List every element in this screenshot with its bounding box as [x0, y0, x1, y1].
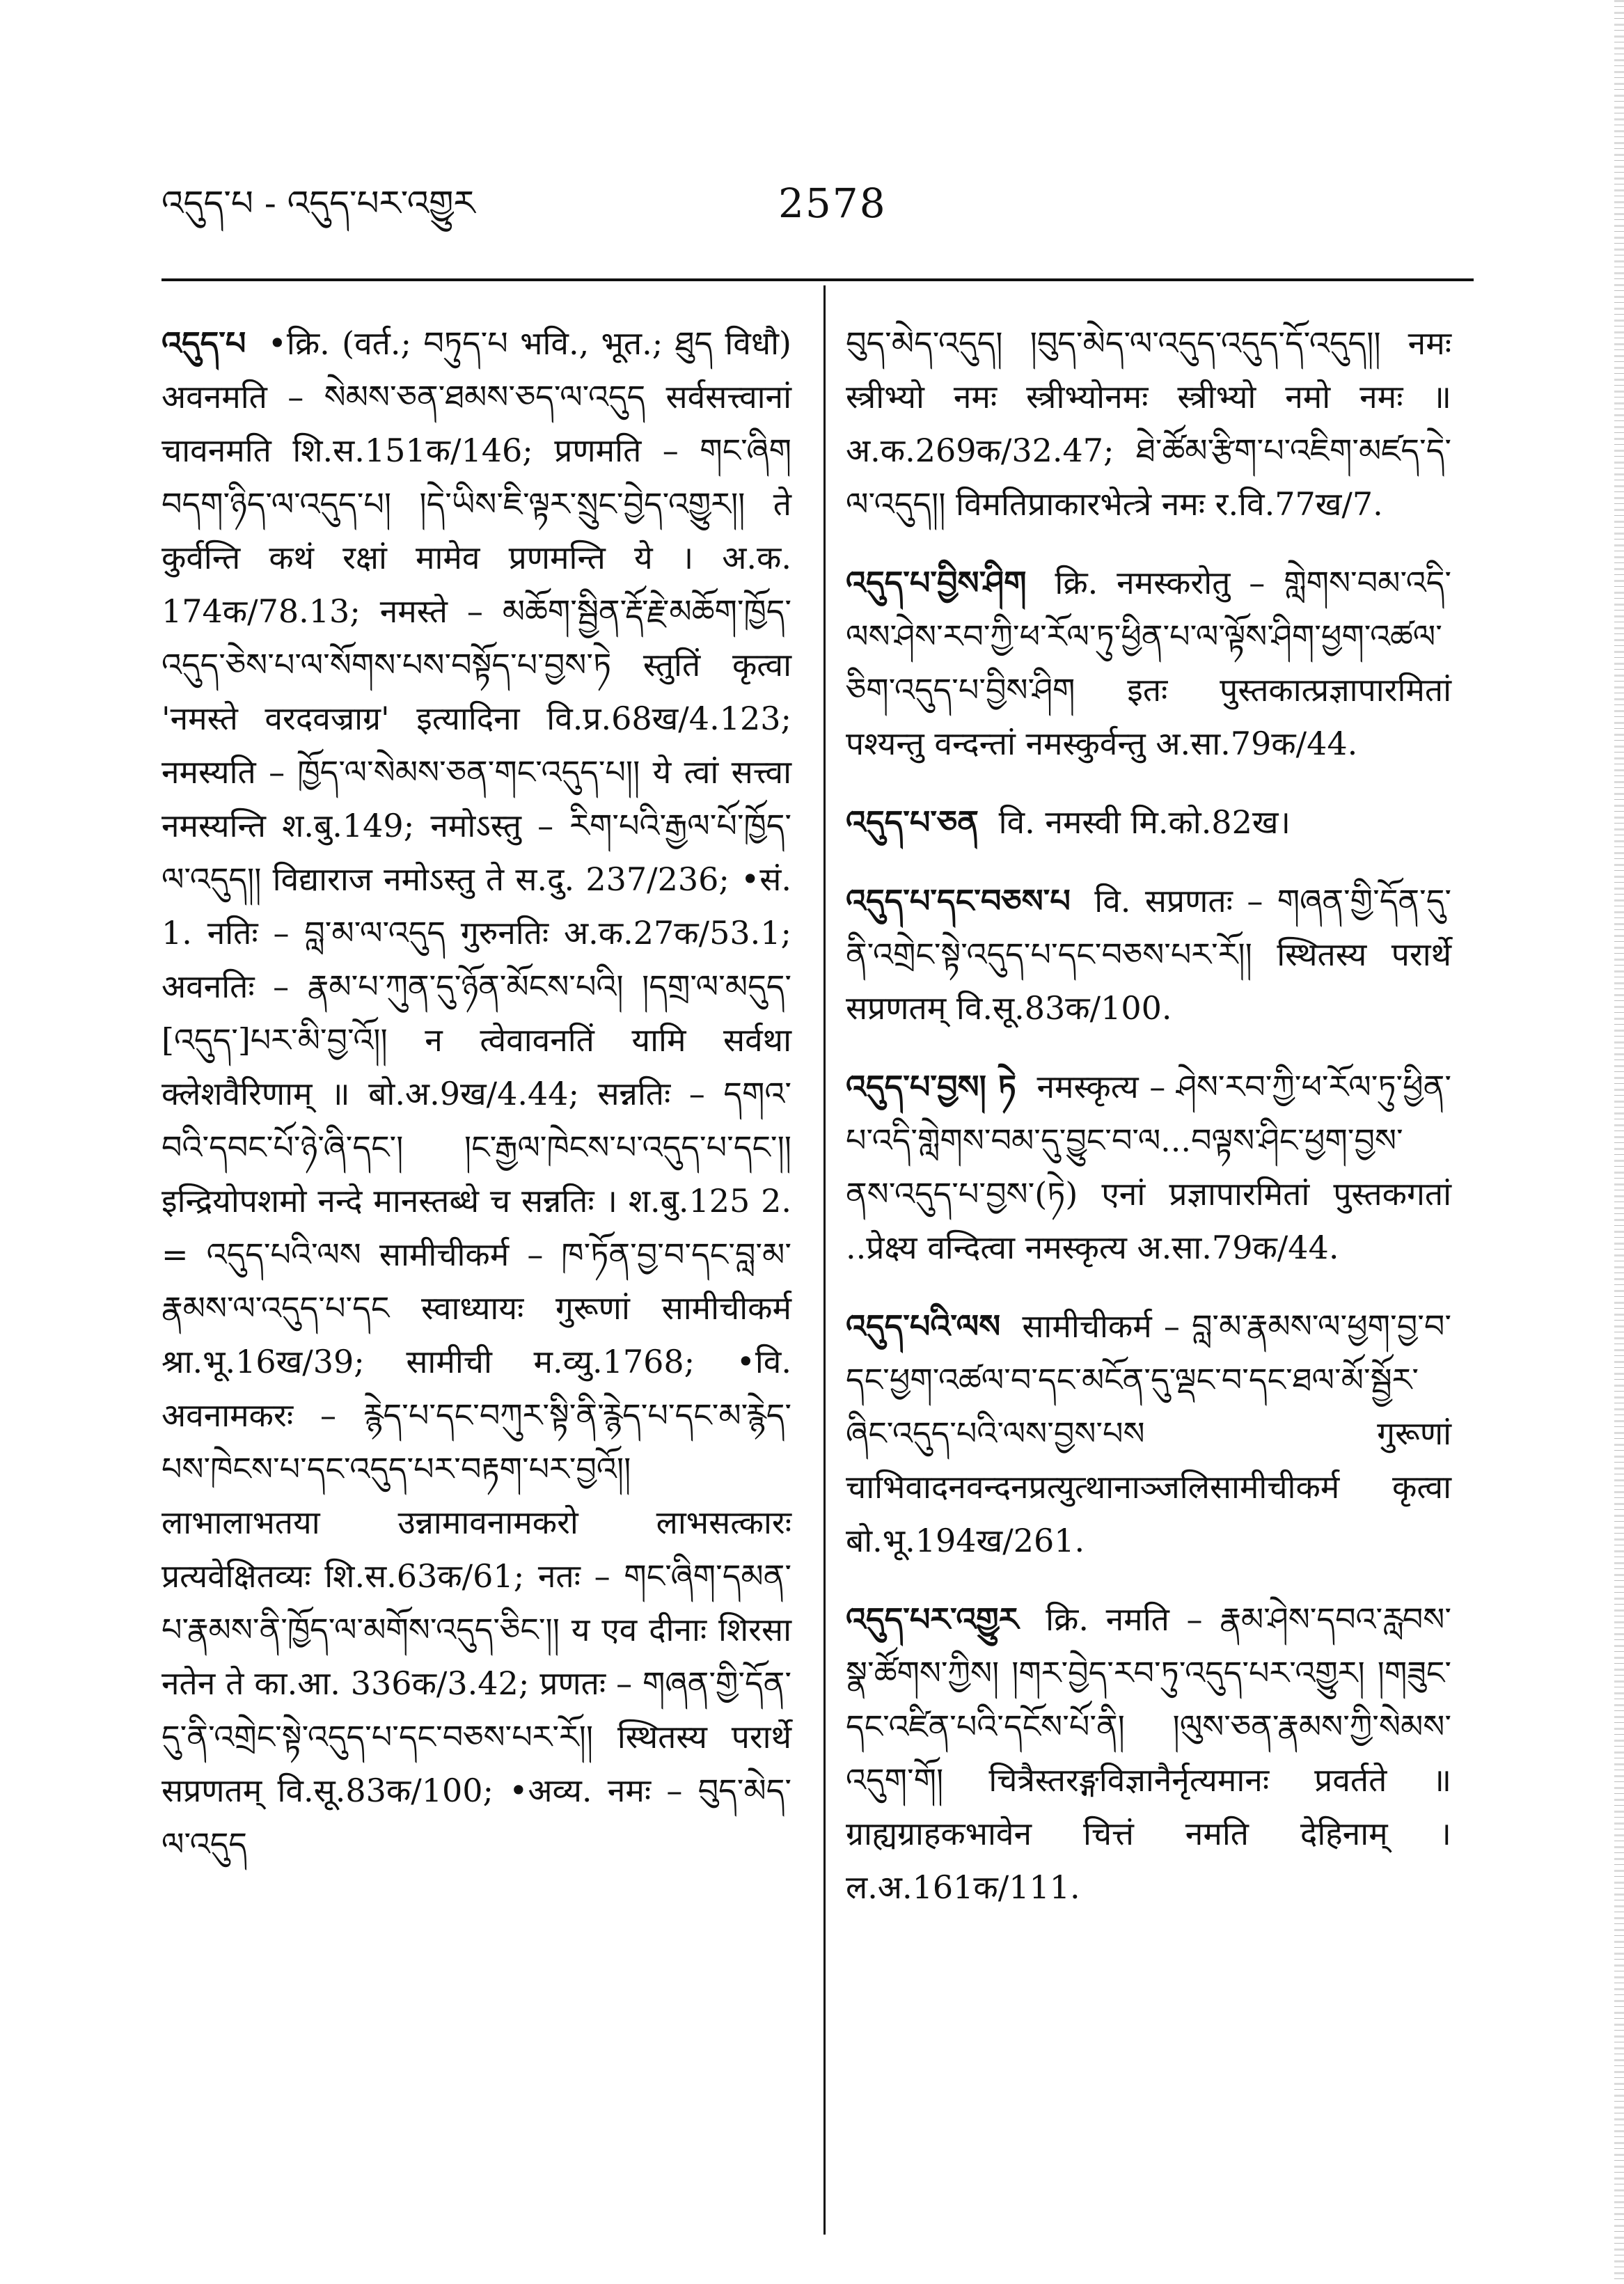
dictionary-entry: [846, 1593, 1451, 1914]
entry-headword: འདུད་པ་བྱས། ཏེ: [846, 1068, 1016, 1105]
right-column: [846, 317, 1451, 1939]
running-head: འདུད་པ - འདུད་པར་འགྱུར: [161, 183, 475, 223]
entry-headword: འདུད་པ་བྱིས་ཤིག: [846, 564, 1027, 601]
entry-text: क्रि. नमति – རྣམ་ཤེས་དབའ་རླབས་སྣ་ཚོགས་ཀྱིས། །གར་བྱེད་རབ་ཏུ་འདུད་པར་འགྱུར། །གཟུང་དང་འཛིན་པའི་དངོས་པོ་ནི། །ལུས་ཅན་རྣམས་ཀྱི་སེམས་འདུག་གོ། चित्रैस्तरङ्गविज्ञानैर्नृत्यमानः प्रवर्तते ॥ ग्राह्यग्राहकभावेन चित्तं नमति देहिनाम् । ल.अ.161क/111.: [846, 1600, 1452, 1906]
entry-headword: འདུད་པར་འགྱུར: [846, 1600, 1019, 1638]
entry-text: नमस्कृत्य – ཤེས་རབ་ཀྱི་ཕ་རོལ་ཏུ་ཕྱིན་པ་འདི་གླེགས་བམ་དུ་བྱུང་བ་ལ...བལྟས་ཤིང་ཕྱག་བྱས་ནས་འདུད་པ་བྱས་(ཏེ) एनां प्रज्ञापारमितां पुस्तकगतां ..प्रेक्ष्य वन्दित्वा नमस्कृत्य अ.सा.79क/44.: [846, 1068, 1451, 1266]
dictionary-entry-continued: [846, 317, 1451, 531]
entry-text: सामीचीकर्म – བླ་མ་རྣམས་ལ་ཕྱག་བྱ་བ་དང་ཕྱག་འཚལ་བ་དང་མངོན་དུ་ལྡང་བ་དང་ཐལ་མོ་སྦྱོར་ཞིང་འདུད་པའི་ལས་བྱས་པས गुरूणां चाभिवादनवन्दनप्रत्युत्थानाञ्जलिसामीचीकर्म कृत्वा बो.भू.194ख/261.: [846, 1307, 1451, 1559]
left-column: [161, 317, 791, 1896]
entry-text: क्रि. नमस्करोतु – གླེགས་བམ་འདི་ལས་ཤེས་རབ་ཀྱི་ཕ་རོལ་ཏུ་ཕྱིན་པ་ལ་ལྟོས་ཤིག་ཕྱག་འཚལ་ཅིག་འདུད་པ་བྱིས་ཤིག इतः पुस्तकात्प्रज्ञापारमितां पश्यन्तु वन्दन्तां नमस्कुर्वन्तु अ.सा.79क/44.: [846, 564, 1451, 762]
page-number: 2578: [778, 180, 887, 227]
dictionary-entry: [846, 1060, 1451, 1275]
entry-headword: འདུད་པའི་ལས: [846, 1307, 1001, 1345]
dictionary-entry: [161, 317, 791, 1871]
header-rule: [161, 278, 1474, 281]
dictionary-entry: [846, 1300, 1451, 1568]
entry-text: वि. सप्रणतः – གཞན་གྱི་དོན་དུ་ནི་འགྲེང་སྟེ་འདུད་པ་དང་བཅས་པར་རོ།། स्थितस्य परार्थे सप्रणतम् वि.सू.83क/100.: [846, 882, 1452, 1027]
entry-text: वि. नमस्वी मि.को.82ख।: [998, 803, 1291, 841]
entry-headword: འདུད་པ: [161, 324, 246, 362]
column-divider: [823, 285, 826, 2235]
scanned-page-edge: [1614, 0, 1624, 2284]
dictionary-entry: [846, 796, 1451, 849]
dictionary-entry: [846, 874, 1451, 1035]
entry-text: •क्रि. (वर्त.; བཏུད་པ भवि., भूत.; ཐུད विधौ) अवनमति – སེམས་ཅན་ཐམས་ཅད་ལ་འདུད सर्वसत्त्वानां चावनमति शि.स.151क/146; प्रणमति – གང་ཞིག བདག་ཉིད་ལ་འདུད་པ། །དེ་ཡིས་ཇི་ལྟར་སྲུང་བྱེད་འགྱུར།། ते कुर्वन्ति कथं रक्षां मामेव प्रणमन्ति ये । अ.क. 174क/78.13; नमस्ते – མཆོག་སྦྱིན་རྡོ་རྗེ་མཆོག་ཁྱོད་འདུད་ཅེས་པ་ལ་སོགས་པས་བསྟོད་པ་བྱས་ཏེ स्तुतिं कृत्वा 'नमस्ते वरदवज्राग्र' इत्यादिना वि.प्र.68ख/4.123; नमस्यति – ཁྱོད་ལ་སེམས་ཅན་གང་འདུད་པ།། ये त्वां सत्त्वा नमस्यन्ति श.बु.149; नमोऽस्तु – རིག་པའི་རྒྱལ་པོ་ཁྱོད་ལ་འདུད།། विद्याराज नमोऽस्तु ते स.दु. 237/236; •सं. 1. नतिः – བླ་མ་ལ་འདུད गुरुनतिः अ.क.27क/53.1; अवनतिः – རྣམ་པ་ཀུན་དུ་ཉོན་མོངས་པའི། །དགྲ་ལ་མདུད་[འདུད་]པར་མི་བྱ་འོ།། न त्वेवावनतिं यामि सर्वथा क्लेशवैरिणाम् ॥ बो.अ.9ख/4.44; सन्नतिः – དགའ་བའི་དབང་པོ་ཉེ་ཞི་དང་། །ང་རྒྱལ་ཁེངས་པ་འདུད་པ་དང་།། इन्द्रियोपशमो नन्दे मानस्तब्धे च सन्नतिः । श.बु.125 2. = འདུད་པའི་ལས सामीचीकर्म – ཁ་ཏོན་བྱ་བ་དང་བླ་མ་རྣམས་ལ་འདུད་པ་དང स्वाध्यायः गुरूणां सामीचीकर्म श्रा.भू.16ख/39; सामीची म.व्यु.1768; •वि. अवनामकरः – རྙེད་པ་དང་བཀུར་སྟི་ནི་རྙེད་པ་དང་མ་རྙེད་པས་ཁེངས་པ་དང་འདུད་པར་བརྟག་པར་བྱའོ།། लाभालाभतया उन्नामावनामकरो लाभसत्कारः प्रत्यवेक्षितव्यः शि.स.63क/61; नतः – གང་ཞིག་དམན་པ་རྣམས་ནི་ཁྱོད་ལ་མགོས་འདུད་ཅིང་།། य एव दीनाः शिरसा नतेन ते का.आ. 336क/3.42; प्रणतः – གཞན་གྱི་དོན་དུ་ནི་འགྲེང་སྟེ་འདུད་པ་དང་བཅས་པར་རོ།། स्थितस्य परार्थे सप्रणतम् वि.सू.83क/100; •अव्य. नमः – བུད་མེད་ལ་འདུད: [161, 324, 792, 1863]
entry-headword: འདུད་པ་ཅན: [846, 803, 979, 841]
entry-text: བུད་མེད་འདུད། །བུད་མེད་ལ་འདུད་འདུད་དོ་འདུད།། नमः स्त्रीभ्यो नमः स्त्रीभ्योनमः स्त्रीभ्यो नमो नमः ॥ अ.क.269क/32.47; ཐེ་ཚོམ་རྩིག་པ་འཇིག་མཛད་དེ་ལ་འདུད།། विमतिप्राकारभेत्त्रे नमः र.वि.77ख/7.: [846, 324, 1451, 523]
dictionary-entry: [846, 556, 1451, 771]
entry-headword: འདུད་པ་དང་བཅས་པ: [846, 882, 1071, 920]
